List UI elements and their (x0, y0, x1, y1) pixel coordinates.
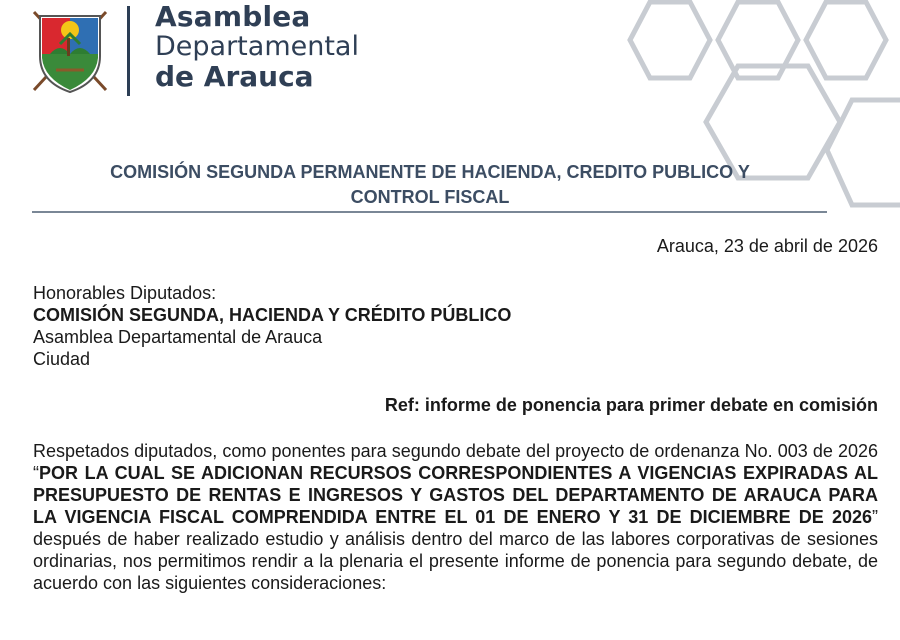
header-rule (32, 211, 827, 213)
commission-title (40, 160, 820, 210)
commission-title-line-1: COMISIÓN SEGUNDA PERMANENTE DE HACIENDA, CREDITO PUBLICO Y (110, 162, 750, 182)
org-name-line-2: Departamental (155, 31, 359, 62)
salutation: Honorables Diputados: (33, 283, 217, 303)
department-seal-icon (30, 8, 110, 94)
ordinance-title: POR LA CUAL SE ADICIONAN RECURSOS CORRESPONDIENTES A VIGENCIAS EXPIRADAS AL PRESUPUESTO DE RENTAS E INGRESOS Y GASTOS DEL DEPARTAMENTO DE ARAUCA PARA LA VIGENCIA FISCAL COMPRENDIDA ENTRE EL 01 DE ENERO Y 31 DE DICIEMBRE DE 2026 (33, 463, 878, 527)
reference-line: Ref: informe de ponencia para primer debate en comisión (384, 395, 878, 415)
body-rest: ” después de haber realizado estudio y análisis dentro del marco de las labores corporativas de sesiones ordinarias, nos permitimos rendir a la plenaria el presente informe de ponencia para segundo debate, de acuerdo con las siguientes consideraciones: (33, 507, 878, 593)
commission-title-line-2: CONTROL FISCAL (350, 187, 510, 207)
body-intro: Respetados diputados, como ponentes para segundo debate del proyecto de ordenanza No. 003 de 2026 “ (33, 441, 878, 483)
org-name-line-1: Asamblea (155, 0, 311, 33)
recipient-name: COMISIÓN SEGUNDA, HACIENDA Y CRÉDITO PÚBLICO (33, 305, 512, 325)
organization-name (155, 2, 359, 92)
letter-date: Arauca, 23 de abril de 2026 (656, 236, 878, 256)
letter-body (33, 440, 878, 594)
recipient-block (33, 282, 511, 370)
recipient-city: Ciudad (33, 349, 91, 369)
recipient-institution: Asamblea Departamental de Arauca (33, 327, 323, 347)
org-name-line-3: de Arauca (155, 60, 314, 93)
letterhead-divider (127, 6, 130, 96)
